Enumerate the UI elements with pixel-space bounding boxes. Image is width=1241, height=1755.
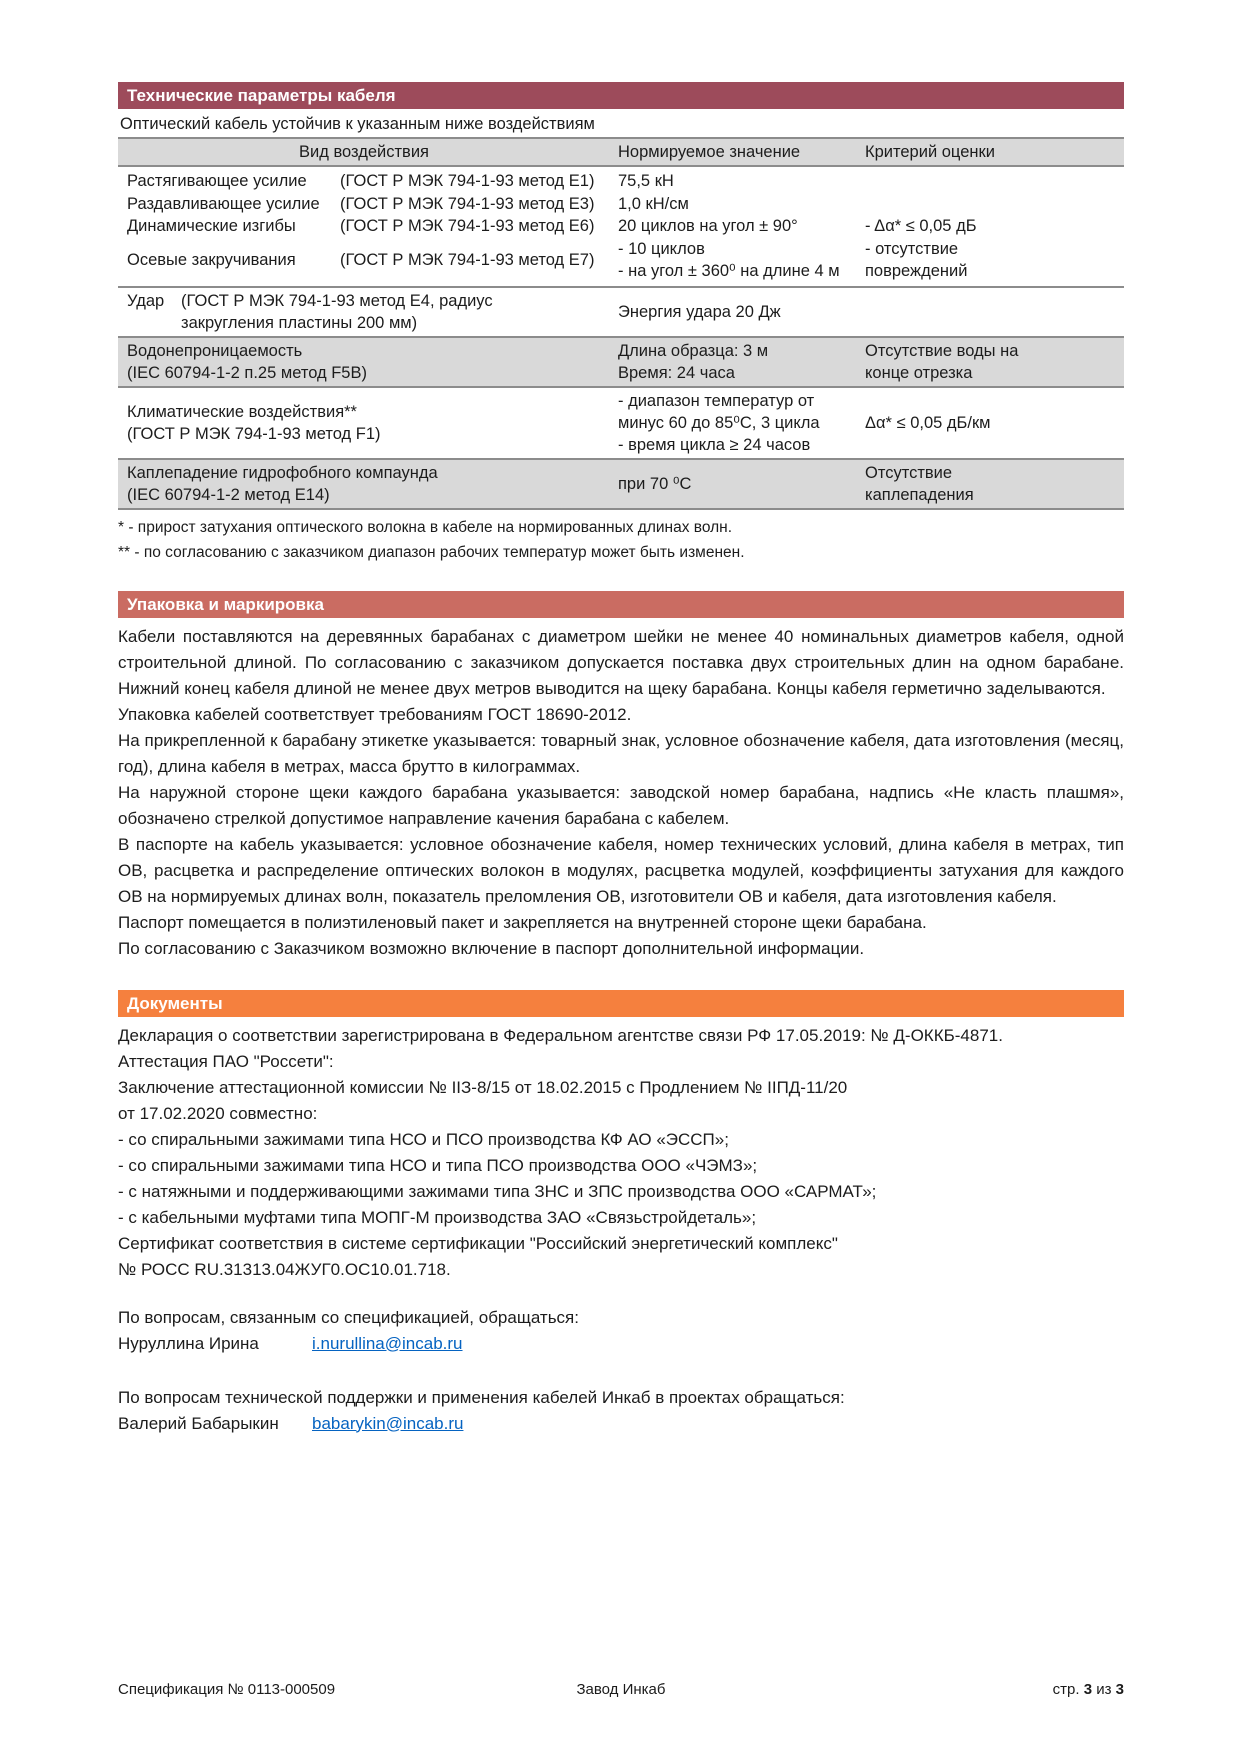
- table-row-mechanical-group: [118, 167, 1124, 286]
- footer-page-label: стр.: [1052, 1681, 1084, 1698]
- criteria-cell: [855, 460, 1124, 508]
- col-header-criteria: Критерий оценки: [865, 143, 995, 161]
- criteria-text: Δα* ≤ 0,05 дБ/км: [865, 413, 991, 432]
- impact-value: Длина образца: 3 м: [618, 341, 769, 360]
- section-title-packaging: Упаковка и маркировка: [127, 594, 324, 614]
- criteria-text: - отсутствие: [865, 239, 959, 258]
- impact-value: - время цикла ≥ 24 часов: [618, 435, 811, 454]
- impact-value: Время: 24 часа: [618, 363, 735, 382]
- footnote-attenuation: * - прирост затухания оптического волокна в кабеле на нормированных длинах волн.: [118, 518, 733, 536]
- contact-spec-row: [118, 1331, 1124, 1357]
- footer-page-number: 3: [1083, 1681, 1093, 1698]
- documents-line: - со спиральными зажимами типа НСО и типа ПСО производства ООО «ЧЭМЗ»;: [118, 1155, 758, 1175]
- impact-method: (ГОСТ Р МЭК 794-1-93 метод F1): [127, 424, 381, 443]
- impact-value: 20 циклов на угол ± 90°: [618, 217, 798, 235]
- packaging-text-block: [118, 624, 1124, 962]
- impact-value: минус 60 до 85⁰С, 3 цикла: [618, 413, 820, 432]
- table-row-impact: [118, 286, 1124, 336]
- criteria-text: Отсутствие: [865, 463, 953, 482]
- impact-name: Климатические воздействия**: [127, 402, 357, 421]
- impact-name-cell: [118, 460, 610, 508]
- table-row-water-resistance: [118, 336, 1124, 386]
- criteria-text: - Δα* ≤ 0,05 дБ: [865, 217, 977, 235]
- col-header-value: Нормируемое значение: [618, 143, 801, 161]
- documents-line: - с натяжными и поддерживающими зажимами типа ЗНС и ЗПС производства ООО «САРМАТ»;: [118, 1181, 877, 1201]
- section-title-documents: Документы: [127, 993, 223, 1013]
- footer-company: Завод Инкаб: [576, 1681, 666, 1698]
- impact-value: при 70 ⁰С: [618, 474, 692, 493]
- impact-method: (ГОСТ Р МЭК 794-1-93 метод Е6): [340, 217, 595, 235]
- footer-spec-number: Спецификация № 0113-000509: [118, 1681, 336, 1698]
- contact-spec-intro: По вопросам, связанным со спецификацией, обращаться:: [118, 1307, 579, 1327]
- page-footer: [118, 1680, 1124, 1700]
- contact-name: Нуруллина Ирина: [118, 1333, 259, 1353]
- footnote-temperature: ** - по согласованию с заказчиком диапазон рабочих температур может быть изменен.: [118, 543, 745, 561]
- packaging-paragraph: Упаковка кабелей соответствует требованиям ГОСТ 18690-2012.: [118, 704, 632, 724]
- section-header-documents: [118, 990, 1124, 1017]
- documents-line: - со спиральными зажимами типа НСО и ПСО производства КФ АО «ЭССП»;: [118, 1129, 729, 1149]
- impact-name: Удар: [127, 291, 165, 310]
- impact-name: Каплепадение гидрофобного компаунда: [127, 463, 438, 482]
- documents-line: Аттестация ПАО "Россети":: [118, 1051, 334, 1071]
- impact-value: Энергия удара 20 Дж: [618, 302, 781, 321]
- criteria-text: каплепадения: [865, 485, 974, 504]
- document-content: [118, 82, 1124, 1437]
- email-link-nurullina[interactable]: i.nurullina@incab.ru: [312, 1333, 463, 1353]
- impact-value-cell: [610, 388, 855, 458]
- documents-line: № РОСС RU.31313.04ЖУГ0.ОС10.01.718.: [118, 1259, 451, 1279]
- impact-value: 1,0 кН/см: [618, 194, 689, 213]
- contact-support-intro: По вопросам технической поддержки и применения кабелей Инкаб в проектах обращаться:: [118, 1387, 845, 1407]
- criteria-text: конце отрезка: [865, 363, 973, 382]
- documents-line: - с кабельными муфтами типа МОПГ-М производства ЗАО «Связьстройдеталь»;: [118, 1207, 757, 1227]
- impact-method: (ГОСТ Р МЭК 794-1-93 метод Е3): [340, 194, 595, 213]
- impact-value: - диапазон температур от: [618, 391, 815, 410]
- packaging-paragraph: По согласованию с Заказчиком возможно включение в паспорт дополнительной информации.: [118, 938, 865, 958]
- impact-method: (IEC 60794-1-2 п.25 метод F5B): [127, 363, 367, 382]
- impact-value: - на угол ± 360⁰ на длине 4 м: [618, 262, 840, 280]
- packaging-paragraph: На наружной стороне щеки каждого барабана указывается: заводской номер барабана, надпись «Не класть плашмя», обозначено стрелкой допустимое направление качения барабана с кабелем.: [118, 782, 1124, 828]
- packaging-paragraph: Паспорт помещается в полиэтиленовый пакет и закрепляется на внутренней стороне щеки барабана.: [118, 912, 927, 932]
- impact-value: 75,5 кН: [618, 172, 674, 190]
- tech-params-table: [118, 137, 1124, 510]
- impact-value-cell: [610, 338, 855, 386]
- footnotes-block: [118, 515, 1124, 565]
- packaging-paragraph: В паспорте на кабель указывается: условное обозначение кабеля, номер технических условий, длина кабеля в метрах, тип ОВ, расцветка и распределение оптических волокон в модулях, расцветка модулей, коэффициенты затухания для каждого ОВ на нормируемых длинах волн, показатель преломления ОВ, изготовители ОВ и кабеля, дата изготовления кабеля.: [118, 834, 1124, 906]
- contact-name: Валерий Бабарыкин: [118, 1413, 279, 1433]
- table-row-drip: [118, 458, 1124, 508]
- contact-support-row: [118, 1411, 1124, 1437]
- impact-method: (IEC 60794-1-2 метод Е14): [127, 485, 330, 504]
- impact-method: (ГОСТ Р МЭК 794-1-93 метод Е1): [340, 172, 595, 190]
- table-row-climate: [118, 386, 1124, 458]
- col-header-impact: Вид воздействия: [299, 143, 429, 161]
- criteria-text: повреждений: [865, 262, 968, 280]
- impact-method: (ГОСТ Р МЭК 794-1-93 метод Е7): [340, 250, 595, 269]
- impact-name-cell: [118, 388, 610, 458]
- impact-name: Осевые закручивания: [127, 250, 296, 269]
- section-header-tech-params: [118, 82, 1124, 109]
- impact-name: Динамические изгибы: [127, 217, 296, 235]
- impact-name: Водонепроницаемость: [127, 341, 303, 360]
- documents-line: от 17.02.2020 совместно:: [118, 1103, 318, 1123]
- packaging-paragraph: Кабели поставляются на деревянных барабанах с диаметром шейки не менее 40 номинальных диаметров кабеля, одной строительной длиной. По согласованию с заказчиком допускается поставка двух строительных длин на одном барабане. Нижний конец кабеля длиной не менее двух метров выводится на щеку барабана. Концы кабеля герметично заделываются.: [118, 626, 1124, 698]
- footer-page-total: 3: [1115, 1681, 1124, 1698]
- packaging-paragraph: На прикрепленной к барабану этикетке указывается: товарный знак, условное обозначение кабеля, дата изготовления (месяц, год), длина кабеля в метрах, масса брутто в килограммах.: [118, 730, 1124, 776]
- email-link-babarykin[interactable]: babarykin@incab.ru: [312, 1413, 464, 1433]
- documents-text-block: [118, 1023, 1124, 1283]
- documents-line: Заключение аттестационной комиссии № IIЗ-8/15 от 18.02.2015 с Продлением № IIПД-11/20: [118, 1077, 848, 1097]
- impact-method: (ГОСТ Р МЭК 794-1-93 метод Е4, радиус закругления пластины 200 мм): [181, 291, 493, 332]
- impact-name: Раздавливающее усилие: [127, 194, 320, 213]
- section-header-packaging: [118, 591, 1124, 618]
- criteria-cell: [855, 338, 1124, 386]
- footer-of-label: из: [1092, 1681, 1116, 1698]
- table-header-row: [118, 139, 1124, 167]
- footer-page-indicator: [789, 1680, 1124, 1700]
- impact-name: Растягивающее усилие: [127, 172, 307, 190]
- impact-name-cell: [118, 288, 610, 336]
- documents-line: Сертификат соответствия в системе сертификации "Российский энергетический комплекс": [118, 1233, 838, 1253]
- impact-value: - 10 циклов: [618, 239, 705, 258]
- documents-line: Декларация о соответствии зарегистрирована в Федеральном агентстве связи РФ 17.05.2019: № Д-ОККБ-4871.: [118, 1025, 1003, 1045]
- criteria-text: Отсутствие воды на: [865, 341, 1019, 360]
- tech-intro-text: Оптический кабель устойчив к указанным ниже воздействиям: [120, 115, 595, 133]
- impact-name-cell: [118, 338, 610, 386]
- contacts-block: [118, 1305, 1124, 1437]
- criteria-cell-empty: [855, 288, 1124, 336]
- section-title-tech: Технические параметры кабеля: [127, 86, 396, 105]
